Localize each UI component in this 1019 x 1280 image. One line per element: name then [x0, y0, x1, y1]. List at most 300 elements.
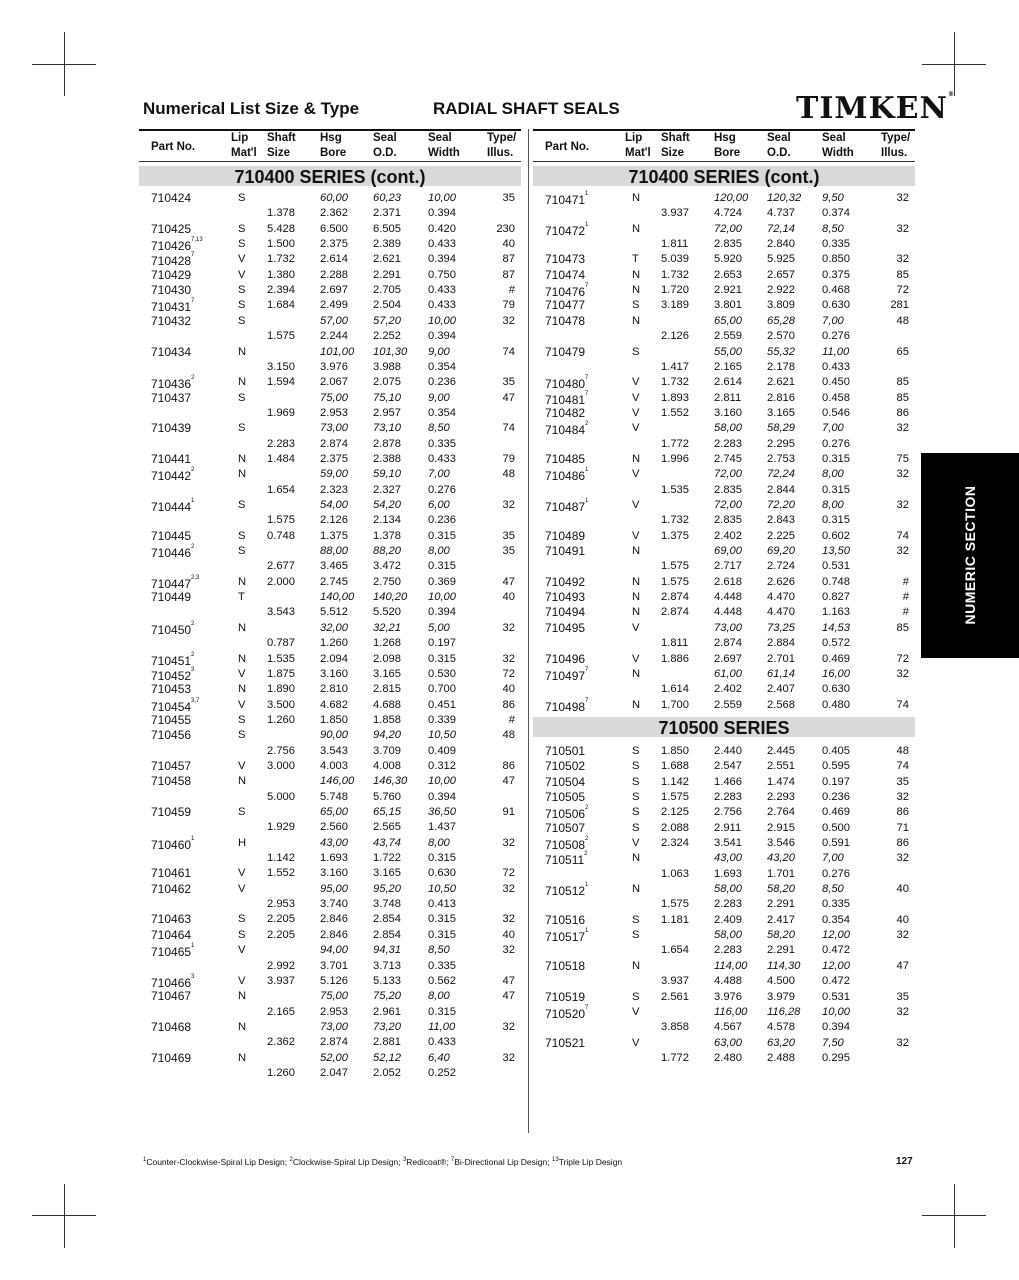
seal-width: 0.595 [822, 760, 850, 773]
type-illus: 47 [502, 990, 515, 1003]
part-number-text: 710450 [151, 622, 192, 637]
seal-od: 2.621 [373, 253, 401, 266]
table-row [533, 698, 915, 713]
type-illus: 72 [896, 284, 909, 297]
part-number [545, 759, 585, 774]
type-illus: 86 [502, 759, 515, 772]
part-number-text: 710480 [545, 377, 586, 392]
seal-width: 0.546 [822, 406, 850, 419]
seal-width: 7,50 [822, 1036, 844, 1049]
footnote-mark: 2 [289, 1157, 293, 1164]
shaft-size: 1.575 [267, 330, 295, 343]
seal-width: 8,00 [428, 990, 450, 1003]
hsg-bore: 2.835 [714, 238, 742, 251]
hsg-bore: 3.465 [320, 560, 348, 573]
shaft-size: 1.575 [661, 560, 689, 573]
hsg-bore: 2.499 [320, 299, 348, 312]
seal-width: 0.276 [822, 330, 850, 343]
seal-width: 0.413 [428, 898, 456, 911]
shaft-size: 2.874 [661, 606, 689, 619]
seal-od: 2.075 [373, 376, 401, 389]
table-row [139, 866, 521, 881]
series-band: 710400 SERIES (cont.) [139, 166, 521, 186]
seal-width: 0.531 [822, 990, 850, 1003]
part-number-text: 710520 [545, 1006, 586, 1021]
seal-od: 146,30 [373, 775, 408, 788]
seal-width: 8,50 [428, 422, 450, 435]
part-note: 1 [585, 191, 589, 197]
part-number [545, 790, 585, 805]
seal-od: 2.388 [373, 452, 401, 465]
hsg-bore: 3.701 [320, 959, 348, 972]
seal-od: 2.291 [767, 898, 795, 911]
seal-od: 58,20 [767, 883, 795, 896]
table-row [533, 452, 915, 467]
seal-width: 0.369 [428, 575, 456, 588]
type-illus: 32 [502, 944, 515, 957]
seal-width: 0.420 [428, 222, 456, 235]
shaft-size: 1.375 [661, 529, 689, 542]
seal-od: 2.225 [767, 529, 795, 542]
table-row [139, 283, 521, 298]
hsg-bore: 54,00 [320, 499, 348, 511]
seal-od: 2.854 [373, 913, 401, 926]
seal-od: 2.445 [767, 744, 795, 757]
col-hsg-line: Hsg [714, 132, 736, 144]
lip-material: V [238, 268, 246, 281]
hsg-bore: 2.717 [714, 560, 742, 573]
shaft-size: 2.324 [661, 837, 689, 849]
inch-row [139, 636, 521, 651]
part-note: 7,13 [191, 237, 203, 244]
table-row [533, 775, 915, 790]
type-illus: 86 [896, 806, 909, 819]
seal-od: 5.520 [373, 606, 401, 619]
col-hsg [714, 131, 740, 161]
seal-width: 0.572 [822, 637, 850, 650]
part-number [151, 590, 191, 605]
seal-width: 11,00 [428, 1020, 456, 1033]
table-row [139, 713, 521, 728]
seal-width: 0.315 [428, 652, 456, 665]
hsg-bore: 4.448 [714, 606, 742, 619]
inch-row [139, 329, 521, 344]
part-note: 7 [191, 252, 195, 259]
lip-material: N [238, 775, 247, 788]
seal-width: 0.315 [428, 913, 456, 926]
part-number-text: 710452 [151, 668, 192, 683]
shaft-size: 3.937 [661, 207, 689, 220]
col-hsg-line: Hsg [320, 132, 342, 144]
part-number-text: 710439 [151, 421, 192, 436]
part-number-text: 710468 [151, 1019, 192, 1034]
shaft-size: 2.992 [267, 959, 295, 972]
part-number [151, 882, 191, 897]
series-band: 710500 SERIES [533, 717, 915, 737]
seal-od: 2.293 [767, 790, 795, 803]
table-row [533, 421, 915, 436]
seal-width: 16,00 [822, 667, 850, 680]
part-number-text: 710457 [151, 758, 192, 773]
col-shaft [661, 131, 690, 161]
seal-width: 0.374 [822, 207, 850, 220]
seal-width: 8,50 [428, 944, 450, 957]
crop-mark [954, 1184, 955, 1248]
shaft-size: 1.181 [661, 913, 689, 926]
hsg-bore: 120,00 [714, 192, 749, 204]
hsg-bore: 2.288 [320, 268, 348, 281]
seal-od: 60,23 [373, 192, 401, 204]
part-note: 7 [585, 697, 589, 704]
shaft-size: 0.787 [267, 637, 295, 650]
logo-text: TIMKEN [796, 91, 948, 126]
shaft-size: 1.552 [267, 867, 295, 880]
seal-width: 0.433 [428, 299, 456, 312]
seal-width: 0.315 [428, 928, 456, 941]
part-number-text: 710504 [545, 774, 586, 789]
type-illus: 35 [502, 192, 515, 204]
shaft-size: 1.996 [661, 452, 689, 465]
table-row [533, 391, 915, 406]
table-row [533, 375, 915, 390]
footnote-mark: 13 [552, 1157, 559, 1164]
shaft-size: 3.937 [267, 974, 295, 987]
seal-width: 0.295 [822, 1051, 850, 1064]
lip-material: S [238, 806, 246, 818]
seal-width: 1.437 [428, 821, 456, 834]
table-row [533, 529, 915, 544]
seal-od: 2.881 [373, 1036, 401, 1049]
hsg-bore: 55,00 [714, 345, 742, 358]
inch-row [533, 897, 915, 912]
hsg-bore: 2.409 [714, 913, 742, 926]
part-number-text: 710453 [151, 682, 192, 697]
hsg-bore: 60,00 [320, 192, 348, 204]
seal-width: 7,00 [822, 422, 844, 435]
seal-od: 2.854 [373, 928, 401, 941]
hsg-bore: 69,00 [714, 545, 742, 558]
part-number-text: 710424 [151, 191, 192, 205]
seal-width: 0.433 [428, 284, 456, 297]
table-row [533, 1005, 915, 1020]
shaft-size: 2.283 [267, 437, 295, 450]
hsg-bore: 2.067 [320, 376, 348, 389]
footnote-mark: 1 [143, 1157, 147, 1164]
part-number-text: 710487 [545, 500, 586, 514]
col-part-no-line: Part No. [151, 141, 196, 153]
seal-width: 8,50 [822, 883, 844, 896]
hsg-bore: 2.559 [714, 330, 742, 343]
table-row [139, 252, 521, 267]
hsg-bore: 2.745 [320, 575, 348, 588]
type-illus: 74 [502, 422, 515, 435]
part-number [151, 728, 191, 743]
shaft-size: 1.875 [267, 667, 295, 680]
seal-od: 3.165 [373, 867, 401, 880]
lip-material: S [238, 545, 246, 558]
col-hsg-line: Bore [714, 147, 741, 159]
timken-logo [796, 91, 955, 126]
part-number-text: 710471 [545, 193, 586, 207]
column-divider [528, 129, 529, 1133]
hsg-bore: 3.160 [714, 406, 742, 419]
hsg-bore: 2.375 [320, 452, 348, 465]
part-number-text: 710493 [545, 590, 586, 605]
lip-material: V [632, 1036, 640, 1049]
seal-od: 6.505 [373, 222, 401, 235]
footnote-text: Clockwise-Spiral Lip Design; [292, 1157, 401, 1167]
hsg-bore: 3.160 [320, 867, 348, 880]
seal-width: 0.394 [428, 330, 456, 343]
hsg-bore: 5.512 [320, 606, 348, 619]
table-row [139, 237, 521, 252]
footnote-text: Redicoat®; [406, 1157, 449, 1167]
col-type-line: Illus. [881, 147, 908, 159]
type-illus: 35 [896, 990, 909, 1003]
part-note: 7 [585, 1004, 589, 1011]
seal-width: 0.468 [822, 284, 850, 297]
hsg-bore: 3.801 [714, 299, 742, 312]
seal-width: 9,00 [428, 391, 450, 404]
part-number [545, 652, 585, 667]
seal-width: 10,00 [428, 192, 456, 204]
table-row [533, 191, 915, 206]
seal-od: 3.709 [373, 744, 401, 757]
hsg-bore: 61,00 [714, 667, 742, 680]
part-number-text: 710491 [545, 544, 586, 559]
hsg-bore: 43,00 [320, 836, 348, 849]
seal-od: 3.472 [373, 560, 401, 573]
seal-width: 8,00 [822, 499, 844, 511]
table-row [139, 452, 521, 467]
type-illus: 32 [896, 545, 909, 558]
seal-od: 4.737 [767, 207, 795, 220]
lip-material: N [632, 959, 641, 972]
hsg-bore: 1.260 [320, 637, 348, 650]
seal-od: 2.417 [767, 913, 795, 926]
seal-od: 54,20 [373, 499, 401, 511]
table-row [139, 989, 521, 1004]
shaft-size: 2.874 [661, 591, 689, 604]
part-number [545, 298, 585, 313]
lip-material: V [238, 759, 246, 772]
seal-od: 73,25 [767, 621, 795, 634]
table-row [139, 590, 521, 605]
seal-od: 2.178 [767, 360, 795, 373]
shaft-size: 0.748 [267, 529, 295, 542]
type-illus: 32 [502, 314, 515, 327]
seal-od: 2.098 [373, 652, 401, 665]
seal-od: 52,12 [373, 1051, 401, 1064]
col-type-line: Type/ [487, 132, 517, 144]
hsg-bore: 101,00 [320, 345, 355, 358]
lip-material: S [632, 744, 640, 757]
shaft-size: 3.858 [661, 1021, 689, 1034]
table-row [533, 836, 915, 851]
seal-od: 2.565 [373, 821, 401, 834]
part-number [545, 590, 585, 605]
lip-material: V [632, 837, 640, 849]
inch-row [533, 513, 915, 528]
hsg-bore: 2.402 [714, 683, 742, 696]
hsg-bore: 2.283 [714, 898, 742, 911]
col-type [487, 131, 516, 161]
part-number-text: 710512 [545, 884, 586, 899]
seal-width: 0.315 [428, 1005, 456, 1018]
hsg-bore: 2.480 [714, 1051, 742, 1064]
table-row [139, 882, 521, 897]
inch-row [533, 237, 915, 252]
col-od-line: Seal [767, 132, 791, 144]
shaft-size: 2.394 [267, 284, 295, 297]
seal-width: 0.700 [428, 683, 456, 696]
col-width-line: Width [428, 147, 460, 159]
seal-od: 2.371 [373, 207, 401, 220]
lip-material: V [238, 867, 246, 880]
inch-row [139, 559, 521, 574]
inch-row [139, 360, 521, 375]
table-row [533, 1036, 915, 1051]
part-number-text: 710479 [545, 344, 586, 359]
inch-row [139, 897, 521, 912]
seal-width: 0.197 [428, 637, 456, 650]
hsg-bore: 2.283 [714, 437, 742, 450]
part-number-text: 710465 [151, 945, 192, 960]
seal-width: 0.339 [428, 713, 456, 726]
hsg-bore: 4.724 [714, 207, 742, 220]
shaft-size: 1.811 [661, 238, 689, 251]
lip-material: N [632, 698, 641, 711]
table-row [139, 836, 521, 851]
shaft-size: 2.000 [267, 575, 295, 588]
shaft-size: 3.500 [267, 698, 295, 711]
col-part-no [151, 140, 195, 155]
type-illus: 32 [502, 1051, 515, 1064]
table-row [533, 298, 915, 313]
seal-od: 5.133 [373, 974, 401, 987]
seal-od: 72,24 [767, 468, 795, 481]
seal-width: 0.354 [822, 913, 850, 926]
hsg-bore: 73,00 [714, 621, 742, 634]
seal-width: 0.276 [822, 437, 850, 450]
lip-material: V [632, 391, 640, 404]
table-row [533, 544, 915, 559]
inch-row [139, 513, 521, 528]
lip-material: S [238, 222, 246, 235]
lip-material: S [238, 713, 246, 726]
seal-od: 72,20 [767, 499, 795, 511]
hsg-bore: 32,00 [320, 621, 348, 634]
part-number [151, 529, 191, 544]
type-illus: 230 [496, 222, 515, 235]
crop-mark [922, 1215, 986, 1216]
part-number [545, 621, 585, 636]
part-note: 2 [191, 467, 195, 474]
shaft-size: 3.543 [267, 606, 295, 619]
part-number-text: 710506 [545, 807, 586, 822]
col-od-line: Seal [373, 132, 397, 144]
col-od-line: O.D. [767, 147, 791, 159]
hsg-bore: 94,00 [320, 944, 348, 957]
seal-width: 0.472 [822, 975, 850, 988]
seal-od: 140,20 [373, 591, 408, 604]
lip-material: N [238, 1051, 247, 1064]
part-number-text: 710446 [151, 546, 192, 561]
table-row [533, 759, 915, 774]
hsg-bore: 2.874 [320, 1036, 348, 1049]
part-number-text: 710462 [151, 881, 192, 896]
inch-row [139, 790, 521, 805]
seal-od: 57,20 [373, 314, 401, 327]
seal-width: 8,00 [822, 468, 844, 481]
type-illus: 32 [896, 468, 909, 481]
type-illus: 32 [502, 836, 515, 849]
type-illus: 40 [502, 591, 515, 604]
part-number-text: 710456 [151, 728, 192, 743]
lip-material: N [238, 376, 247, 389]
seal-width: 12,00 [822, 959, 850, 972]
type-illus: 86 [896, 837, 909, 849]
table-row [139, 498, 521, 513]
lip-material: S [632, 913, 640, 926]
lip-material: S [238, 529, 246, 542]
seal-od: 4.500 [767, 975, 795, 988]
table-row [533, 406, 915, 421]
table-row [139, 728, 521, 743]
part-number [545, 1036, 585, 1051]
part-number-text: 710449 [151, 590, 192, 605]
hsg-bore: 5.126 [320, 974, 348, 987]
hsg-bore: 3.541 [714, 837, 742, 849]
hsg-bore: 59,00 [320, 468, 348, 481]
col-od [767, 131, 791, 161]
inch-row [139, 1066, 521, 1081]
seal-width: 6,40 [428, 1051, 450, 1064]
lip-material: N [238, 1020, 247, 1033]
hsg-bore: 2.846 [320, 913, 348, 926]
seal-width: 14,53 [822, 621, 850, 634]
part-note: 1 [191, 943, 195, 950]
inch-row [533, 437, 915, 452]
lip-material: N [632, 284, 641, 297]
seal-od: 43,74 [373, 836, 401, 849]
inch-row [533, 329, 915, 344]
part-number [151, 759, 191, 774]
lip-material: T [238, 591, 245, 604]
part-number-text: 710469 [151, 1050, 192, 1065]
shaft-size: 1.260 [267, 713, 295, 726]
hsg-bore: 2.126 [320, 514, 348, 527]
table-row [139, 943, 521, 958]
inch-row [139, 820, 521, 835]
seal-width: 0.405 [822, 744, 850, 757]
seal-od: 2.705 [373, 284, 401, 297]
table-row [139, 774, 521, 789]
table-row [533, 667, 915, 682]
table-row [139, 1020, 521, 1035]
shaft-size: 1.378 [267, 207, 295, 220]
seal-od: 2.915 [767, 821, 795, 834]
table-row [533, 851, 915, 866]
seal-od: 32,21 [373, 621, 401, 634]
lip-material: N [632, 667, 641, 680]
type-illus: # [902, 575, 909, 588]
shaft-size: 1.654 [661, 944, 689, 957]
part-number-text: 710454 [151, 699, 192, 714]
part-note: 2 [191, 375, 195, 382]
col-shaft [267, 131, 296, 161]
part-number-text: 710473 [545, 252, 586, 267]
